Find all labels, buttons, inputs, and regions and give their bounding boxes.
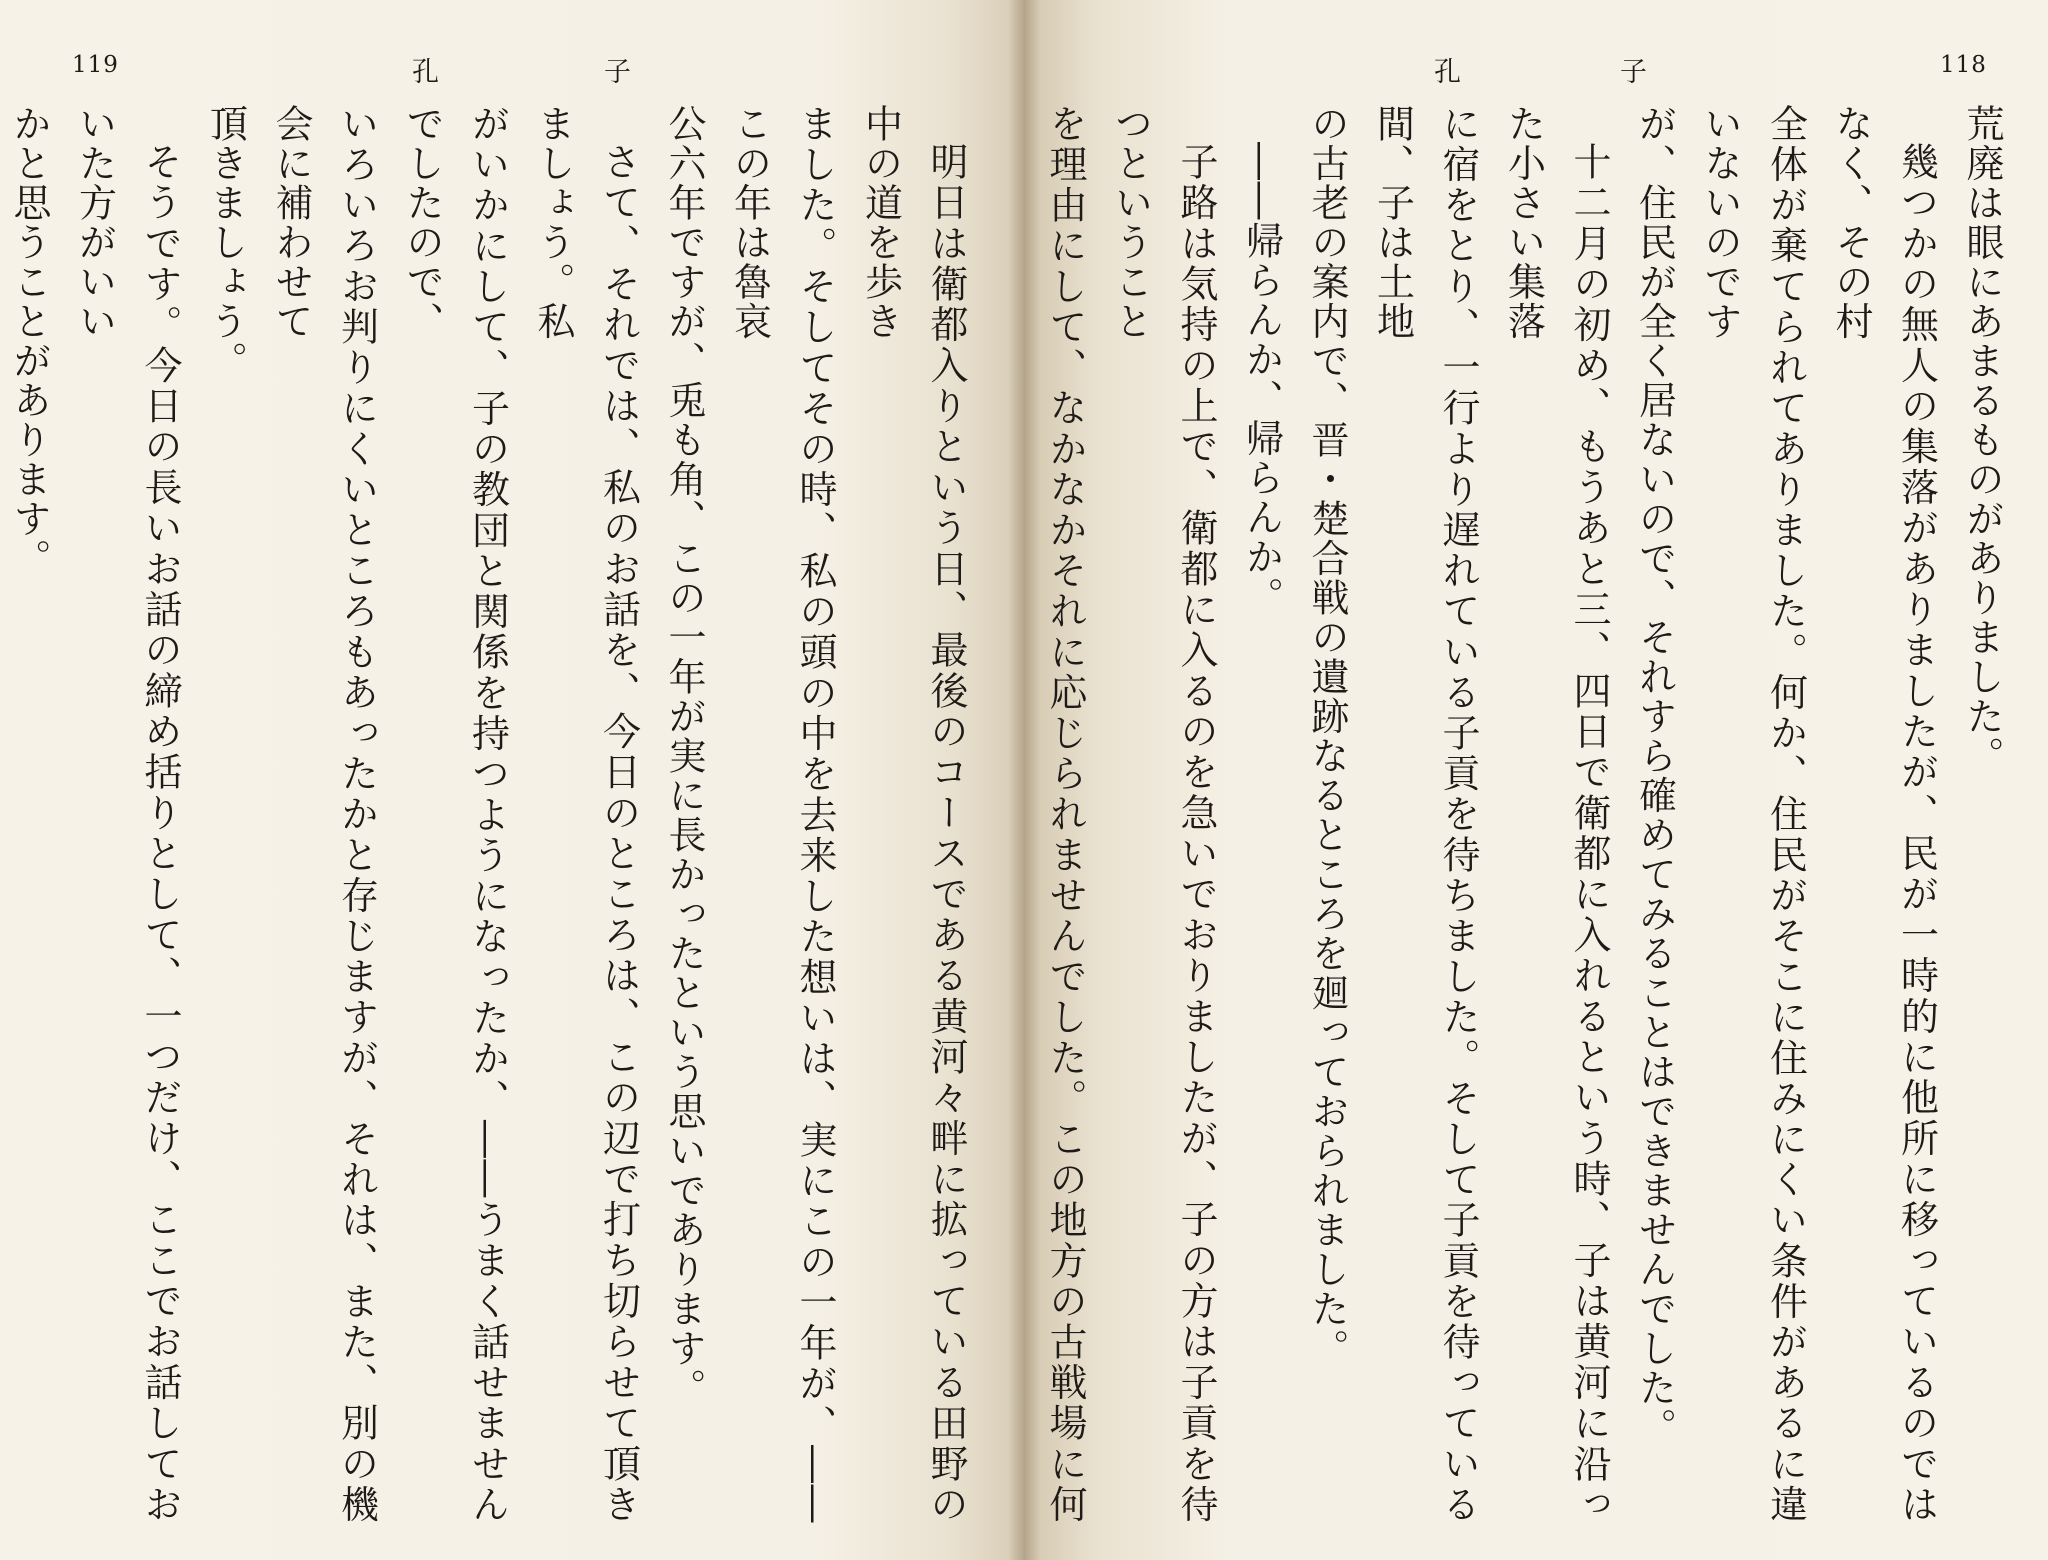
left-running-head-char-2: 子 [604, 57, 631, 88]
left-paragraph: 頂きましょう。 [203, 104, 248, 381]
right-paragraph: 幾つかの無人の集落がありましたが、民が一時的に他所に移っているのではなく、その村 [1829, 104, 1939, 1524]
right-folio: 118 [1940, 52, 1987, 78]
left-paragraph: さて、それでは、私のお話を、今日のところは、この辺で打ち切らせて頂きましょう。私 [531, 104, 641, 1524]
right-paragraph: を理由にして、なかなかそれに応じられませんでした。この地方の古戦場に何 [1043, 104, 1087, 1524]
right-paragraph: 子路は気持の上で、衛都に入るのを急いでおりましたが、子の方は子貢を待つということ [1108, 104, 1218, 1524]
left-paragraph: 公六年ですが、兎も角、この一年が実に長かったという思いであります。 [662, 104, 706, 1408]
right-paragraph: ――帰らんか、帰らんか。 [1239, 142, 1284, 616]
left-paragraph: ました。そしてその時、私の頭の中を去来した想いは、実にこの一年が、――この年は魯哀 [727, 104, 837, 1524]
right-paragraph: が、住民が全く居ないので、それすら確めてみることはできませんでした。 [1632, 104, 1677, 1447]
right-running-head-char-2: 子 [1620, 57, 1647, 88]
left-body-text [7, 104, 978, 1524]
book-gutter-shadow [1008, 0, 1040, 1560]
right-running-head-char-1: 孔 [1434, 57, 1461, 88]
left-paragraph: いろいろお判りにくいところもあったかと存じますが、それは、また、別の機会に補わせて [269, 104, 379, 1524]
left-paragraph: そうです。今日の長いお話の締め括りとして、一つだけ、ここでお話しておいた方がいい [72, 104, 182, 1524]
left-running-head-char-1: 孔 [412, 57, 439, 88]
right-paragraph: 十二月の初め、もうあと三、四日で衛都に入れるという時、子は黄河に沿った小さい集落 [1501, 104, 1611, 1524]
right-paragraph: 全体が棄てられてありました。何か、住民がそこに住みにくい条件があるに違いないのです [1698, 104, 1808, 1524]
left-paragraph: がいかにして、子の教団と関係を持つようになったか、――うまく話せませんでしたので、 [400, 104, 510, 1524]
left-paragraph: かと思うことがあります。 [7, 104, 51, 578]
left-paragraph: 明日は衛都入りという日、最後のコースである黄河々畔に拡っている田野の中の道を歩き [858, 104, 968, 1524]
left-folio: 119 [72, 52, 119, 78]
right-body-text [1043, 104, 2014, 1524]
right-page [1024, 0, 2048, 1560]
right-paragraph: 荒廃は眼にあまるものがありました。 [1960, 104, 2004, 776]
right-paragraph: の古老の案内で、晋・楚合戦の遺跡なるところを廻っておられました。 [1305, 104, 1349, 1368]
right-paragraph: に宿をとり、一行より遅れている子貢を待ちました。そして子貢を待っている間、子は土地 [1370, 104, 1480, 1524]
